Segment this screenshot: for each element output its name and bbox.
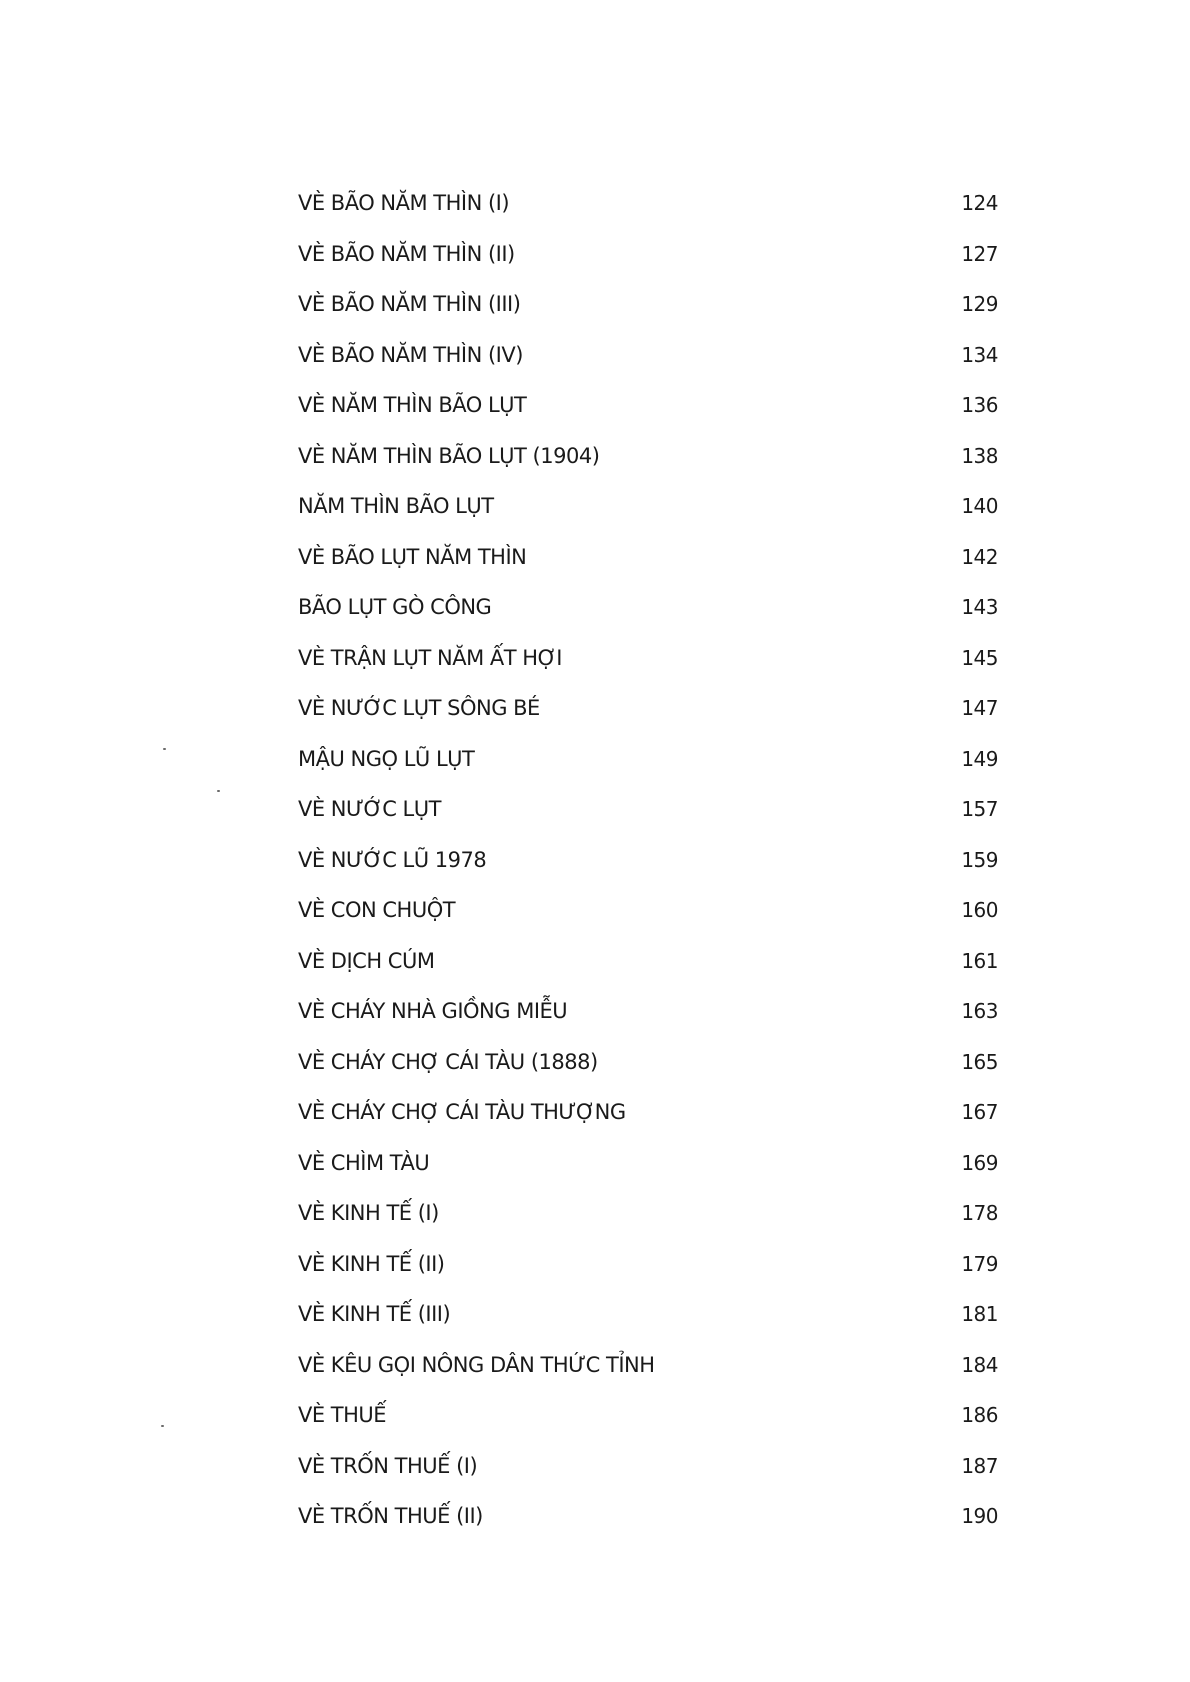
- toc-entry-page-number: 160: [961, 898, 998, 922]
- toc-entry-page-number: 134: [961, 342, 998, 367]
- toc-entry: [298, 330, 998, 381]
- toc-entry-page-number: 143: [961, 595, 998, 619]
- toc-entry: [298, 1138, 998, 1189]
- toc-entry-title: MẬU NGỌ LŨ LỤT: [298, 746, 475, 771]
- toc-entry: [298, 431, 998, 482]
- toc-entry: [298, 936, 998, 987]
- toc-entry-page-number: 179: [961, 1251, 998, 1276]
- toc-entry-page-number: 149: [961, 746, 998, 771]
- toc-entry-page-number: 169: [961, 1150, 998, 1175]
- toc-entry-title: VÈ TRỐN THUẾ (II): [298, 1504, 483, 1528]
- toc-entry-title: VÈ BÃO LỤT NĂM THÌN: [298, 544, 527, 569]
- toc-entry: [298, 178, 998, 229]
- toc-entry-page-number: 190: [961, 1504, 998, 1528]
- toc-entry-title: VÈ BÃO NĂM THÌN (IV): [298, 342, 523, 367]
- toc-entry: [298, 986, 998, 1037]
- toc-entry-title: VÈ TRỐN THUẾ (I): [298, 1453, 478, 1478]
- toc-entry: [298, 885, 998, 936]
- toc-entry: [298, 1037, 998, 1088]
- toc-entry-title: VÈ CHÁY CHỢ CÁI TÀU THƯỢNG: [298, 1100, 626, 1124]
- toc-entry-title: BÃO LỤT GÒ CÔNG: [298, 595, 492, 619]
- toc-entry-page-number: 163: [961, 999, 998, 1023]
- toc-entry-title: VÈ KÊU GỌI NÔNG DÂN THỨC TỈNH: [298, 1352, 655, 1377]
- toc-entry: [298, 229, 998, 280]
- toc-entry-title: VÈ THUẾ: [298, 1403, 387, 1427]
- toc-entry-title: VÈ CHÁY CHỢ CÁI TÀU (1888): [298, 1049, 598, 1074]
- toc-entry-title: VÈ DỊCH CÚM: [298, 948, 435, 973]
- toc-entry-page-number: 187: [961, 1453, 998, 1478]
- toc-entry-page-number: 136: [961, 393, 998, 417]
- toc-entry-title: VÈ KINH TẾ (I): [298, 1201, 439, 1225]
- toc-entry-page-number: 159: [961, 847, 998, 872]
- toc-entry: [298, 1390, 998, 1441]
- toc-entry-title: VÈ CHÌM TÀU: [298, 1150, 430, 1175]
- toc-entry: [298, 734, 998, 785]
- toc-entry-title: NĂM THÌN BÃO LỤT: [298, 494, 494, 518]
- toc-entry-page-number: 186: [961, 1403, 998, 1427]
- toc-entry: [298, 784, 998, 835]
- toc-entry-page-number: 181: [961, 1302, 998, 1326]
- toc-entry-page-number: 140: [961, 494, 998, 518]
- toc-entry: [298, 683, 998, 734]
- toc-entry: [298, 633, 998, 684]
- toc-entry: [298, 1491, 998, 1542]
- toc-entry-page-number: 124: [961, 191, 998, 215]
- toc-entry-title: VÈ KINH TẾ (III): [298, 1302, 451, 1326]
- toc-entry-title: VÈ CHÁY NHÀ GIỒNG MIỄU: [298, 999, 568, 1023]
- toc-entry-title: VÈ BÃO NĂM THÌN (III): [298, 292, 521, 316]
- toc-entry-title: VÈ CON CHUỘT: [298, 898, 456, 922]
- toc-entry-title: VÈ BÃO NĂM THÌN (I): [298, 191, 510, 215]
- scan-speck: [217, 790, 220, 792]
- toc-entry: [298, 1289, 998, 1340]
- toc-entry: [298, 835, 998, 886]
- toc-entry: [298, 532, 998, 583]
- toc-entry-title: VÈ BÃO NĂM THÌN (II): [298, 241, 515, 266]
- toc-entry-page-number: 178: [961, 1201, 998, 1225]
- toc-entry-title: VÈ NƯỚC LŨ 1978: [298, 847, 487, 872]
- toc-entry-page-number: 138: [961, 443, 998, 468]
- toc-entry-title: VÈ NĂM THÌN BÃO LỤT: [298, 393, 527, 417]
- toc-entry-page-number: 129: [961, 292, 998, 316]
- toc-entry: [298, 279, 998, 330]
- toc-entry-page-number: 167: [961, 1100, 998, 1124]
- toc-entry: [298, 1239, 998, 1290]
- toc-entry-page-number: 157: [961, 797, 998, 821]
- toc-entry-page-number: 142: [961, 544, 998, 569]
- toc-entry-title: VÈ TRẬN LỤT NĂM ẤT HỢI: [298, 645, 562, 670]
- toc-entry: [298, 380, 998, 431]
- toc-entry: [298, 1188, 998, 1239]
- toc-entry-page-number: 127: [961, 241, 998, 266]
- toc-entry-title: VÈ KINH TẾ (II): [298, 1251, 445, 1276]
- toc-entry: [298, 1441, 998, 1492]
- toc-entry: [298, 1340, 998, 1391]
- toc-entry-page-number: 147: [961, 696, 998, 720]
- scan-speck: [163, 748, 166, 750]
- toc-entry-page-number: 145: [961, 645, 998, 670]
- toc-entry: [298, 481, 998, 532]
- toc-entry-page-number: 165: [961, 1049, 998, 1074]
- toc-entry-title: VÈ NĂM THÌN BÃO LỤT (1904): [298, 443, 600, 468]
- toc-entry-title: VÈ NƯỚC LỤT: [298, 797, 441, 821]
- toc-entry: [298, 582, 998, 633]
- table-of-contents: [298, 178, 998, 1542]
- toc-entry-page-number: 161: [961, 948, 998, 973]
- toc-entry-page-number: 184: [961, 1352, 998, 1377]
- scan-speck: [161, 1425, 164, 1427]
- toc-entry-title: VÈ NƯỚC LỤT SÔNG BÉ: [298, 696, 540, 720]
- toc-entry: [298, 1087, 998, 1138]
